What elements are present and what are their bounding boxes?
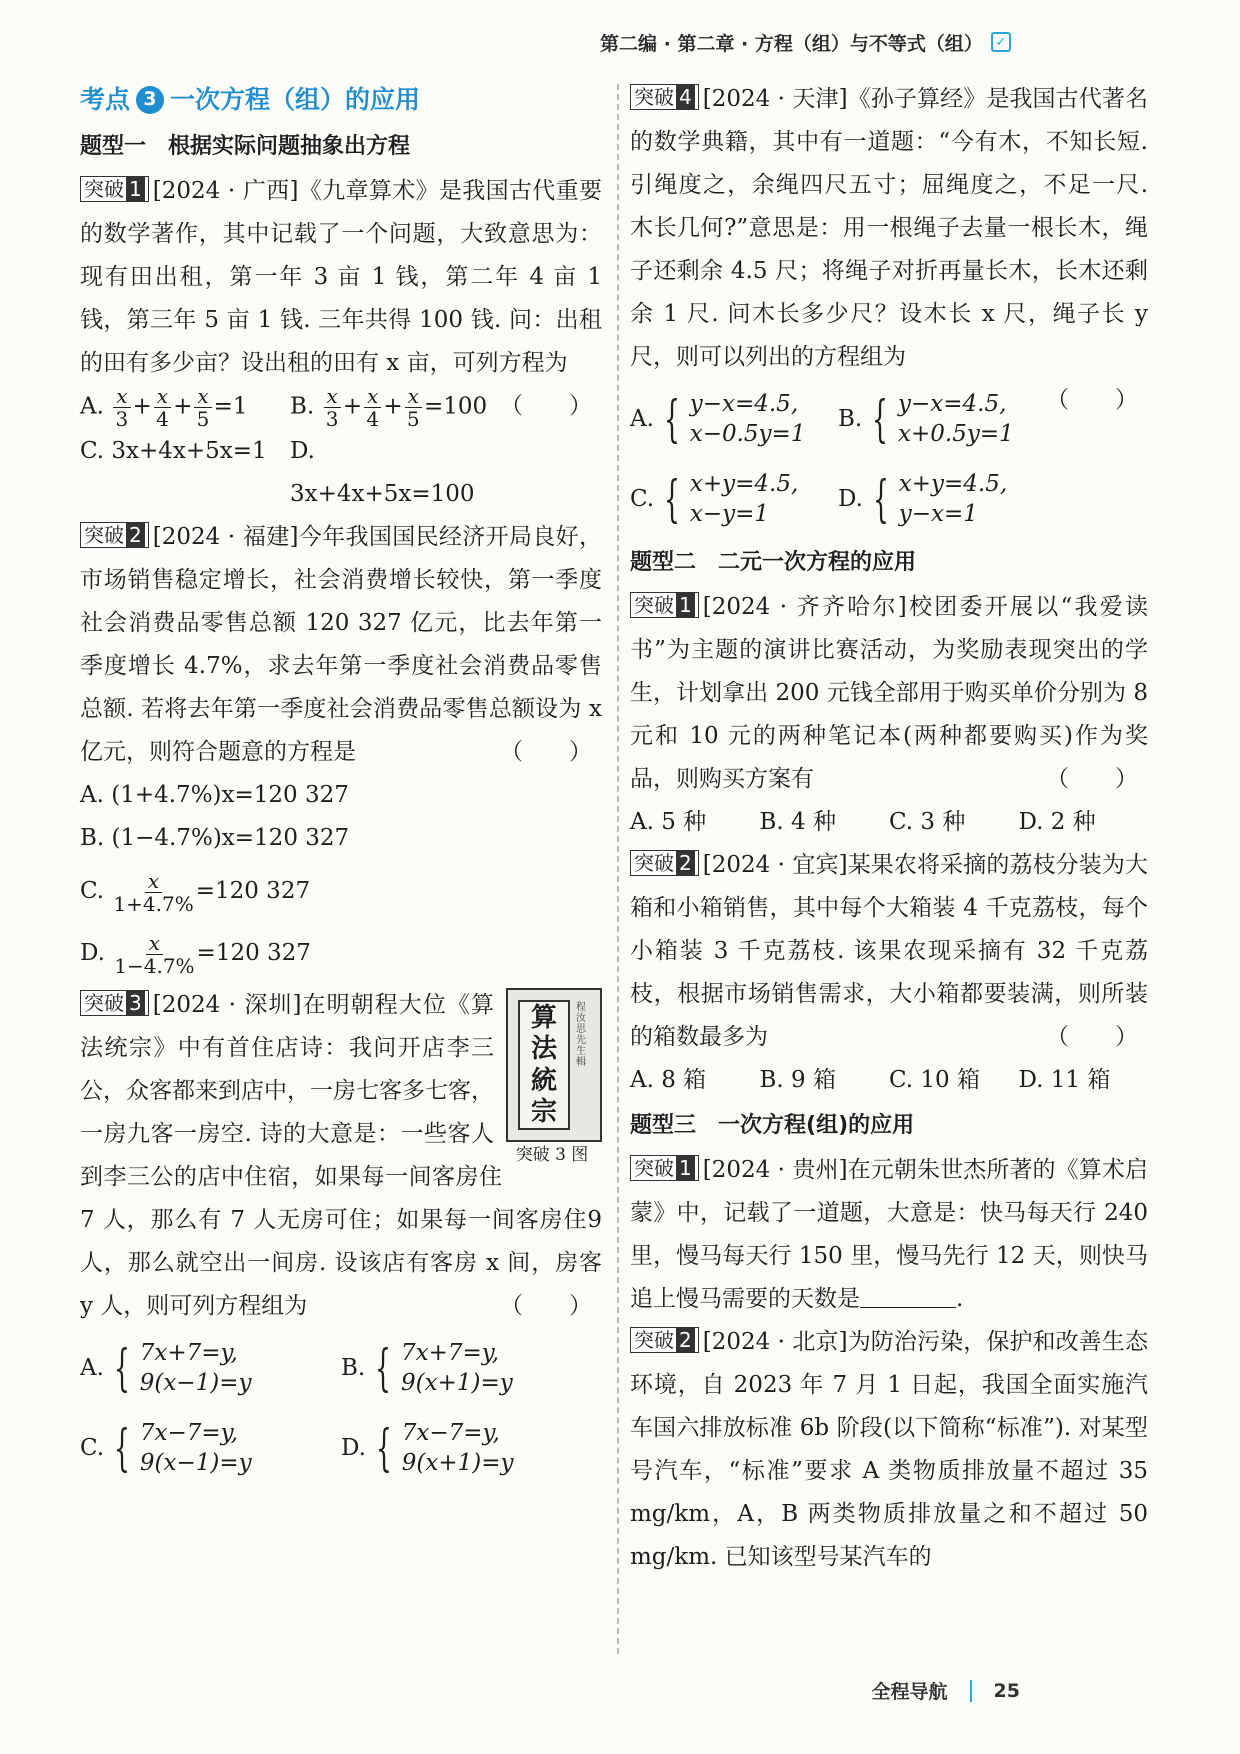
tag-word: 突破 [84,523,124,547]
tag-number: 3 [126,991,145,1015]
eq-line: y−x=1 [898,501,978,527]
option-d: D. { x+y=4.5, y−x=1 [838,470,1008,528]
kaodian-title: 一次方程（组）的应用 [170,85,421,114]
question-2 [80,516,602,774]
type-title: 一次方程(组)的应用 [718,1113,915,1138]
column-divider [617,84,619,1654]
eq-line: x+y=4.5, [689,471,799,497]
answer-bracket: （ ） [500,1293,592,1319]
option-b: B. $\frac{x}{3}$ + $\frac{x}{4}$ + $\frac{x}{5}$ =100 [290,384,488,431]
tag-word: 突破 [84,177,124,201]
book-cover-image [506,988,602,1142]
type-heading-1 [80,125,602,168]
sentence-end: . [956,1286,964,1312]
eq-line: 9(x−1)=y [139,1450,252,1476]
type-name: 题型一 [80,134,147,159]
eq-line: 9(x+1)=y [401,1450,514,1476]
denominator: 1+4.7% [113,891,194,916]
question-3 [80,984,602,1328]
book-char: 宗 [530,1097,557,1128]
question-tag [80,990,149,1016]
type-name: 题型三 [630,1113,697,1138]
type-title: 二元一次方程的应用 [718,550,917,575]
question-text: [2024 · 广西]《九章算术》是我国古代重要的数学著作，其中记载了一个问题，大致意思为：现有田出租，第一年 3 亩 1 钱，第二年 4 亩 1 钱，第三年 5 亩 1 钱. 三年共得 100 钱. 问：出租的田有多少亩？设出租的田有 x 亩，可列方程为 [80,178,602,376]
tag-word: 突破 [634,85,674,109]
tag-number: 2 [126,523,145,547]
option-d: D. 11 箱 [1018,1067,1111,1093]
option-b: B. { y−x=4.5, x+0.5y=1 [838,390,1014,448]
eq-line: 7x−7=y, [139,1420,238,1446]
eq-line: y−x=4.5, [898,391,1007,417]
tag-number: 1 [676,593,695,617]
option-a: A. $\frac{x}{3}$ + $\frac{x}{4}$ + $\frac{x}{5}$ =1 [80,384,248,431]
question-tag [630,1155,699,1181]
tag-number: 1 [126,177,145,201]
option-d: D. { 7x−7=y, 9(x+1)=y [341,1419,514,1477]
eq-line: 7x−7=y, [401,1420,500,1446]
footer-label: 全程导航 [871,1681,948,1703]
question-6 [630,844,1148,1059]
question-text: [2024 · 深圳]在明朝程大位《算法统宗》中有首住店诗：我问开店李三公，众客都来到店中，一房七客多七客，一房九客一房空. 诗的大意是：一些客人到李三公的店中住宿，如果每一间客房住 7 人，那么有 7 人无房可住；如果每一间客房住9 人，那么就空出一间房. 设该店有客房 x 间，房客 y 人，则可列方程组为 [80,992,602,1319]
question-text: [2024 · 齐齐哈尔]校团委开展以“我爱读书”为主题的演讲比赛活动，为奖励表现突出的学生，计划拿出 200 元钱全部用于购买单价分别为 8 元和 10 元的两种笔记本(两种都要购买)作为奖品，则购买方案有 [630,594,1148,792]
tag-word: 突破 [634,851,674,875]
checkbox-icon: ✓ [991,32,1011,52]
tag-word: 突破 [634,1156,674,1180]
eq-line: 7x+7=y, [401,1340,500,1366]
option-a: A. 5 种 [630,809,707,835]
option-a: A. 8 箱 [630,1067,707,1093]
question-tag [630,850,699,876]
kaodian-number: 3 [136,86,164,114]
option-a: A. { y−x=4.5, x−0.5y=1 [630,390,806,448]
footer-separator [970,1680,972,1702]
eq-line: 7x+7=y, [139,1340,238,1366]
question-tag [630,592,699,618]
left-column [80,78,602,1664]
eq-line: 9(x+1)=y [401,1370,513,1396]
tag-word: 突破 [634,593,674,617]
question-text: [2024 · 福建]今年我国国民经济开局良好，市场销售稳定增长，社会消费增长较快，第一季度社会消费品零售总额 120 327 亿元，比去年第一季度增长 4.7%，求去年第一季度社会消费品零售总额. 若将去年第一季度社会消费品零售总额设为 x 亿元，则符合题意的方程是 [80,524,602,765]
option-b: B. 4 种 [759,809,836,835]
answer-bracket: （ ） [500,393,592,419]
option-d: D. 2 种 [1018,809,1096,835]
eq-line: x+y=4.5, [898,471,1008,497]
numerator: x [145,870,162,893]
question-text: [2024 · 北京]为防治污染，保护和改善生态环境，自 2023 年 7 月 1 日起，我国全面实施汽车国六排放标准 6b 阶段(以下简称“标准”). 对某型号汽车，“标准”要求 A 类物质排放量不超过 35 mg/km，A，B 两类物质排放量之和不超过 50 mg/km. 已知该型号某汽车的 [630,1329,1148,1570]
answer-bracket: （ ） [500,739,592,765]
question-text: [2024 · 天津]《孙子算经》是我国古代著名的数学典籍，其中有一道题：“今有木，不知长短. 引绳度之，余绳四尺五寸；屈绳度之，不足一尺. 木长几何?”意思是：用一根绳子去量一根长木，绳子还剩余 4.5 尺；将绳子对折再量长木，长木还剩余 1 尺. 问木长多少尺？设木长 x 尺，绳子长 y 尺，则可以列出的方程组为 [630,86,1148,370]
question-tag [80,522,149,548]
option-d: D. 3x+4x+5x=100 [290,438,475,507]
options-q6 [630,1059,1148,1102]
page-header [600,26,1160,58]
options-q4 [630,379,1046,539]
page-number: 25 [993,1679,1020,1702]
question-tag [80,176,149,202]
type-heading-2 [630,541,1148,584]
figure-caption: 突破 3 图 [515,1145,589,1165]
question-5 [630,586,1148,801]
type-heading-3 [630,1104,1148,1147]
option-c: C. 3x+4x+5x=1 [80,438,267,464]
option-c: C. 3 种 [889,809,966,835]
book-char: 算 [530,1002,557,1033]
option-b: B. { 7x+7=y, 9(x+1)=y [341,1339,513,1397]
book-side-text: 程汝思先生輯 [576,1002,586,1068]
numerator: x [146,932,163,955]
kaodian-prefix: 考点 [80,85,131,114]
answer-bracket: （ ） [1046,1024,1138,1050]
tag-number: 2 [676,1328,695,1352]
option-c: C. { x+y=4.5, x−y=1 [630,470,799,528]
question-7 [630,1149,1148,1321]
option-value: =120 327 [195,878,311,904]
tag-word: 突破 [634,1328,674,1352]
options-q5 [630,801,1148,844]
option-c: C. 10 箱 [889,1067,980,1093]
tag-number: 4 [676,85,695,109]
tag-number: 2 [676,851,695,875]
options-q3 [80,1328,602,1488]
eq-line: y−x=4.5, [689,391,799,417]
option-d [80,922,602,984]
option-c [80,860,602,922]
book-char: 統 [530,1065,557,1096]
eq-line: 9(x−1)=y [139,1370,252,1396]
question-text: [2024 · 宜宾]某果农将采摘的荔枝分装为大箱和小箱销售，其中每个大箱装 4 千克荔枝，每个小箱装 3 千克荔枝. 该果农现采摘有 32 千克荔枝，根据市场销售需求，大小箱都要装满，则所装的箱数最多为 [630,852,1148,1050]
type-title: 根据实际问题抽象出方程 [168,134,411,159]
eq-line: x−0.5y=1 [689,421,806,447]
option-label: D. [80,940,105,966]
tag-number: 1 [676,1156,695,1180]
page-footer [872,1677,1020,1704]
option-label: C. [80,878,105,904]
option-value: =120 327 [196,940,311,966]
denominator: 1−4.7% [114,953,195,978]
book-title [518,1000,570,1130]
header-text: 第二编 · 第二章 · 方程（组）与不等式（组） [600,32,983,55]
question-text: [2024 · 贵州]在元朝朱世杰所著的《算术启蒙》中，记载了一道题，大意是：快马每天行 240 里，慢马每天行 150 里，慢马先行 12 天，则快马追上慢马需要的天数是 [630,1157,1148,1312]
answer-bracket: （ ） [1046,766,1138,792]
option-a: A. { 7x+7=y, 9(x−1)=y [80,1339,252,1397]
question-tag [630,84,699,110]
options-q1 [80,385,500,516]
option-b: B. 9 箱 [759,1067,836,1093]
right-column [630,78,1148,1664]
eq-line: x−y=1 [689,501,770,527]
option-a: A. (1+4.7%)x=120 327 [80,782,349,808]
question-tag [630,1327,699,1353]
tag-word: 突破 [84,991,124,1015]
answer-blank[interactable] [860,1283,956,1308]
option-b: B. (1−4.7%)x=120 327 [80,825,350,851]
question-8 [630,1321,1148,1579]
book-char: 法 [530,1034,557,1065]
option-c: C. { 7x−7=y, 9(x−1)=y [80,1419,252,1477]
type-name: 题型二 [630,550,697,575]
eq-line: x+0.5y=1 [898,421,1014,447]
section-title [80,78,602,121]
answer-bracket: （ ） [1046,387,1138,413]
